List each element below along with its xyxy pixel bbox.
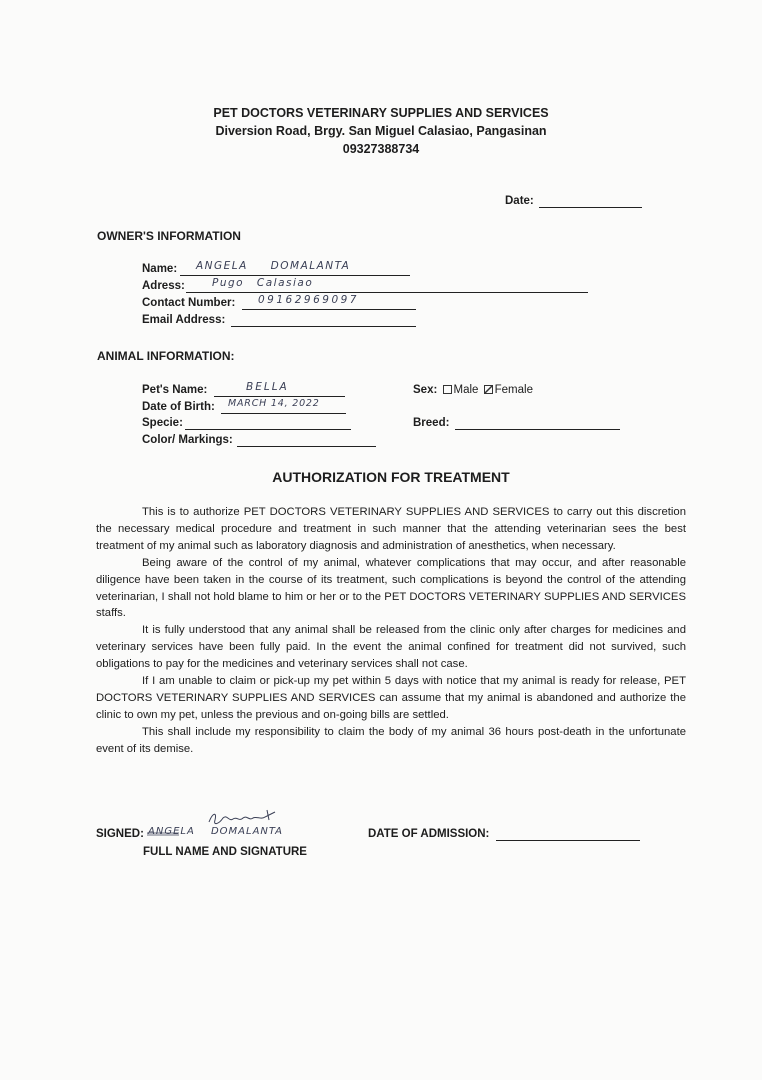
signed-value: ANGELA DOMALANTA xyxy=(148,826,283,837)
owner-contact-value: 09162969097 xyxy=(258,294,359,306)
pet-name-value: BELLA xyxy=(246,381,289,393)
authorization-paragraph: Being aware of the control of my animal, whatever complications that may occur, and after reasonable diligence have been taken in the course of its treatment, such complications is beyond the control of the attending veterinarian, I shall not hold blame to him or her or to the PET DOCTORS VETERINARY SUPPLIES AND SERVICES staffs. xyxy=(96,556,686,620)
dob-field[interactable] xyxy=(221,413,346,414)
company-name: PET DOCTORS VETERINARY SUPPLIES AND SERVICES xyxy=(213,106,549,120)
dob-value: MARCH 14, 2022 xyxy=(228,398,320,409)
female-checkbox[interactable] xyxy=(484,385,493,394)
pet-name-label: Pet's Name: xyxy=(142,384,208,396)
female-option-label: Female xyxy=(494,384,533,396)
owner-address-value: Pugo Calasiao xyxy=(212,277,314,289)
authorization-title: AUTHORIZATION FOR TREATMENT xyxy=(272,469,510,485)
color-label: Color/ Markings: xyxy=(142,434,233,446)
owner-name-label: Name: xyxy=(142,263,178,275)
owner-section-title: OWNER'S INFORMATION xyxy=(97,229,241,243)
owner-contact-field[interactable] xyxy=(242,309,416,310)
full-name-label: FULL NAME AND SIGNATURE xyxy=(143,846,307,858)
owner-name-value: ANGELA DOMALANTA xyxy=(196,260,351,272)
strikethrough-mark xyxy=(146,829,180,839)
sex-field xyxy=(413,384,533,396)
owner-email-label: Email Address: xyxy=(142,314,226,326)
signature-scribble xyxy=(205,808,280,830)
animal-section-title: ANIMAL INFORMATION: xyxy=(97,349,235,363)
breed-label: Breed: xyxy=(413,417,450,429)
specie-field[interactable] xyxy=(185,429,351,430)
admission-label: DATE OF ADMISSION: xyxy=(368,828,490,840)
signed-label: SIGNED: xyxy=(96,828,144,840)
owner-address-label: Adress: xyxy=(142,280,185,292)
date-label: Date: xyxy=(505,195,534,207)
pet-name-field[interactable] xyxy=(214,396,345,397)
admission-field[interactable] xyxy=(496,840,640,841)
authorization-paragraph: This shall include my responsibility to claim the body of my animal 36 hours post-death in the unfortunate event of its demise. xyxy=(96,725,686,755)
dob-label: Date of Birth: xyxy=(142,401,215,413)
company-address: Diversion Road, Brgy. San Miguel Calasiao, Pangasinan xyxy=(215,124,547,138)
owner-email-field[interactable] xyxy=(231,326,416,327)
owner-address-field[interactable] xyxy=(186,292,588,293)
owner-contact-label: Contact Number: xyxy=(142,297,236,309)
male-option-label: Male xyxy=(453,384,479,396)
authorization-paragraph: This is to authorize PET DOCTORS VETERINARY SUPPLIES AND SERVICES to carry out this discretion the necessary medical procedure and treatment in such manner that the attending veterinarian sees the best treatment of my animal such as laboratory diagnosis and administration of anesthetics, when necessary. xyxy=(96,506,686,552)
authorization-paragraph: It is fully understood that any animal shall be released from the clinic only after charges for medicines and veterinary services have been fully paid. In the event the animal confined for treatment did not survived, such obligations to pay for the medicines and veterinary services shall not case. xyxy=(96,624,686,671)
specie-label: Specie: xyxy=(142,417,183,429)
breed-field[interactable] xyxy=(455,429,620,430)
date-field[interactable] xyxy=(539,207,642,208)
authorization-body xyxy=(96,504,686,758)
sex-label: Sex: xyxy=(413,384,438,396)
male-checkbox[interactable] xyxy=(443,385,452,394)
authorization-paragraph: If I am unable to claim or pick-up my pet within 5 days with notice that my animal is ready for release, PET DOCTORS VETERINARY SUPPLIES AND SERVICES can assume that my animal is abandoned and authorize the clinic to own my pet, unless the previous and on-going bills are settled. xyxy=(96,675,686,721)
company-phone: 09327388734 xyxy=(342,142,420,156)
owner-name-field[interactable] xyxy=(180,275,410,276)
color-field[interactable] xyxy=(237,446,376,447)
